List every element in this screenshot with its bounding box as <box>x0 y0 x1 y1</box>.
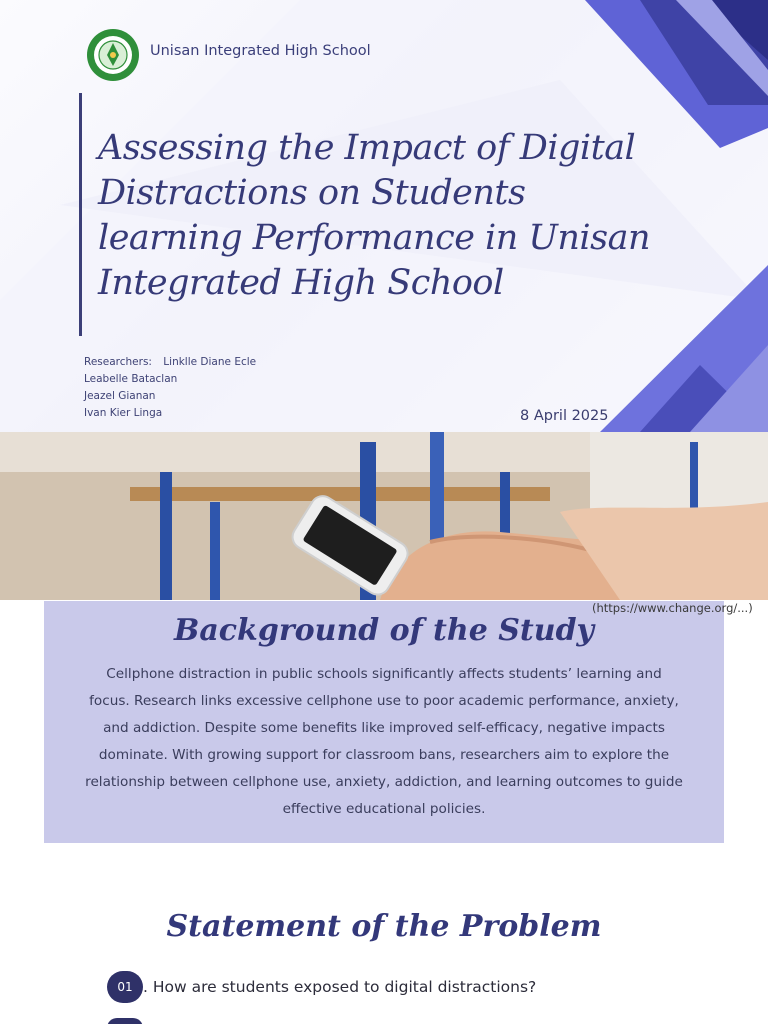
researcher-line <box>84 354 256 371</box>
student-phone-photo <box>0 432 768 600</box>
background-heading: Background of the Study <box>174 613 594 648</box>
title-header <box>0 0 768 432</box>
document-title: Assessing the Impact of Digital Distractions on Students learning Performance in Unisan Integrated High School <box>98 128 650 303</box>
title-accent-bar <box>79 93 82 336</box>
researchers-list <box>84 354 256 422</box>
researchers-label: Researchers: <box>84 356 152 368</box>
researcher-name: Leabelle Bataclan <box>84 373 178 385</box>
question-text: . How are students exposed to digital distractions? <box>143 978 537 996</box>
researcher-name: Jeazel Gianan <box>84 390 156 402</box>
school-name: Unisan Integrated High School <box>150 43 371 59</box>
photo-credit: (https://www.change.org/...) <box>592 601 753 615</box>
school-seal-icon <box>86 28 140 82</box>
problem-heading: Statement of the Problem <box>166 909 602 944</box>
question-number-badge: 01 <box>107 971 143 1003</box>
photo-illustration <box>0 432 768 600</box>
researcher-name: Ivan Kier Linga <box>84 407 163 419</box>
next-question-badge <box>107 1018 143 1024</box>
background-text: Cellphone distraction in public schools significantly affects students’ learning and focus. Research links excessive cellphone use to poor academic performance, anxiety, and addiction. Despite some benefits like improved self-efficacy, negative impacts dominate. With growing support for classroom bans, researchers aim to explore the relationship between cellphone use, anxiety, addiction, and learning outcomes to guide effective educational policies. <box>85 666 683 817</box>
researcher-name: Linklle Diane Ecle <box>163 356 257 368</box>
presentation-date: 8 April 2025 <box>520 408 609 424</box>
background-section <box>44 601 724 843</box>
